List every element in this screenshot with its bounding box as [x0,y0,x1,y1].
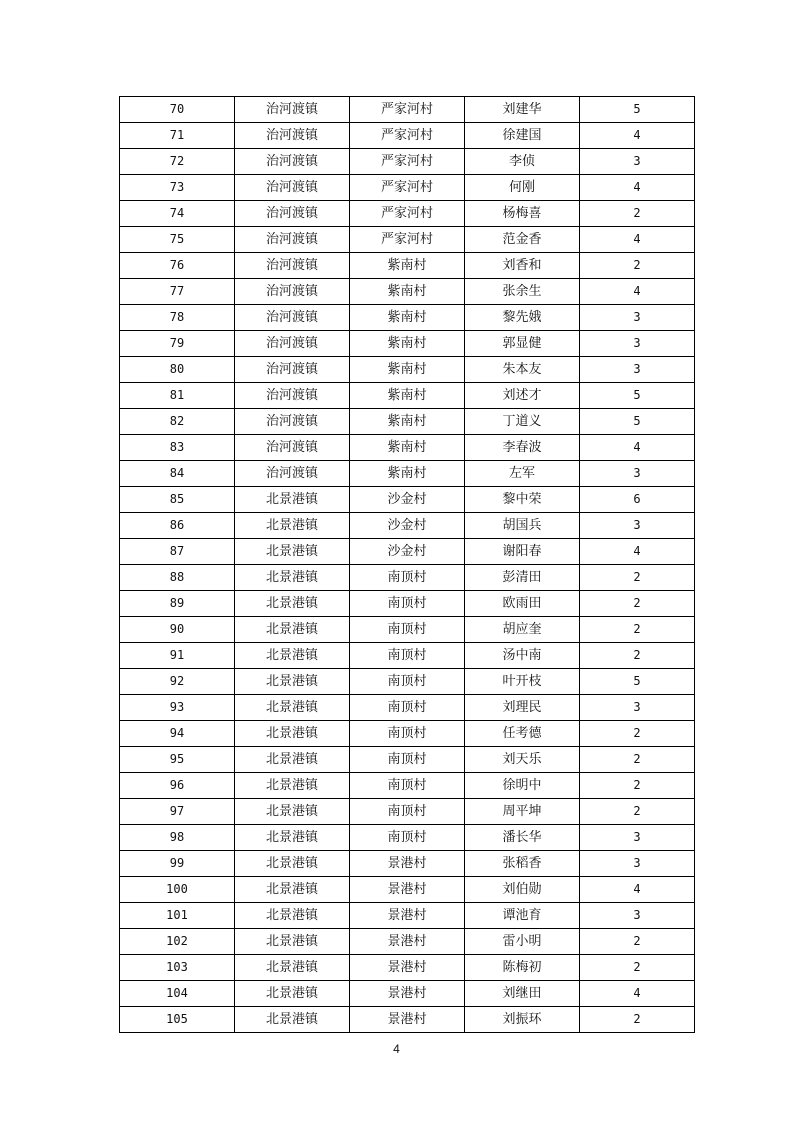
page-number: 4 [393,1042,400,1056]
table-row [120,981,695,1007]
village-cell: 严家河村 [350,123,465,149]
table-row [120,955,695,981]
name-cell: 丁道义 [465,409,580,435]
table-row [120,617,695,643]
count-cell: 2 [580,955,695,981]
count-cell: 5 [580,97,695,123]
table-row [120,721,695,747]
row-number-cell: 72 [120,149,235,175]
row-number-cell: 101 [120,903,235,929]
town-cell: 北景港镇 [235,825,350,851]
count-cell: 2 [580,253,695,279]
count-cell: 4 [580,279,695,305]
town-cell: 北景港镇 [235,487,350,513]
name-cell: 汤中南 [465,643,580,669]
count-cell: 5 [580,409,695,435]
village-cell: 紫南村 [350,331,465,357]
name-cell: 徐明中 [465,773,580,799]
table-row [120,825,695,851]
table-row [120,591,695,617]
town-cell: 治河渡镇 [235,435,350,461]
village-cell: 景港村 [350,981,465,1007]
village-cell: 沙金村 [350,513,465,539]
name-cell: 胡应奎 [465,617,580,643]
town-cell: 北景港镇 [235,747,350,773]
village-cell: 景港村 [350,929,465,955]
row-number-cell: 80 [120,357,235,383]
village-cell: 紫南村 [350,461,465,487]
count-cell: 3 [580,331,695,357]
village-cell: 景港村 [350,955,465,981]
name-cell: 欧雨田 [465,591,580,617]
table-row [120,513,695,539]
name-cell: 何刚 [465,175,580,201]
village-cell: 南顶村 [350,825,465,851]
village-cell: 南顶村 [350,643,465,669]
name-cell: 刘振环 [465,1007,580,1033]
town-cell: 北景港镇 [235,1007,350,1033]
village-cell: 严家河村 [350,201,465,227]
row-number-cell: 77 [120,279,235,305]
row-number-cell: 92 [120,669,235,695]
row-number-cell: 95 [120,747,235,773]
table-row [120,643,695,669]
village-cell: 紫南村 [350,279,465,305]
count-cell: 4 [580,981,695,1007]
town-cell: 治河渡镇 [235,175,350,201]
village-cell: 南顶村 [350,799,465,825]
town-cell: 治河渡镇 [235,227,350,253]
village-cell: 紫南村 [350,357,465,383]
name-cell: 周平坤 [465,799,580,825]
name-cell: 彭清田 [465,565,580,591]
village-cell: 南顶村 [350,669,465,695]
table-row [120,1007,695,1033]
name-cell: 刘伯勋 [465,877,580,903]
town-cell: 治河渡镇 [235,149,350,175]
row-number-cell: 76 [120,253,235,279]
count-cell: 2 [580,773,695,799]
village-cell: 南顶村 [350,695,465,721]
name-cell: 李春波 [465,435,580,461]
table-row [120,773,695,799]
row-number-cell: 73 [120,175,235,201]
count-cell: 3 [580,461,695,487]
table-row [120,695,695,721]
village-cell: 严家河村 [350,175,465,201]
count-cell: 3 [580,903,695,929]
data-table [119,96,695,1033]
town-cell: 北景港镇 [235,721,350,747]
name-cell: 雷小明 [465,929,580,955]
row-number-cell: 97 [120,799,235,825]
town-cell: 北景港镇 [235,877,350,903]
town-cell: 治河渡镇 [235,357,350,383]
count-cell: 4 [580,539,695,565]
village-cell: 沙金村 [350,487,465,513]
table-row [120,97,695,123]
row-number-cell: 103 [120,955,235,981]
row-number-cell: 82 [120,409,235,435]
row-number-cell: 96 [120,773,235,799]
name-cell: 刘建华 [465,97,580,123]
town-cell: 治河渡镇 [235,253,350,279]
table-row [120,149,695,175]
row-number-cell: 89 [120,591,235,617]
name-cell: 左军 [465,461,580,487]
row-number-cell: 100 [120,877,235,903]
town-cell: 北景港镇 [235,643,350,669]
town-cell: 北景港镇 [235,799,350,825]
count-cell: 3 [580,357,695,383]
village-cell: 严家河村 [350,227,465,253]
row-number-cell: 86 [120,513,235,539]
village-cell: 紫南村 [350,253,465,279]
count-cell: 4 [580,227,695,253]
row-number-cell: 87 [120,539,235,565]
row-number-cell: 74 [120,201,235,227]
table-row [120,435,695,461]
name-cell: 朱本友 [465,357,580,383]
table-row [120,201,695,227]
town-cell: 治河渡镇 [235,305,350,331]
village-cell: 南顶村 [350,617,465,643]
count-cell: 3 [580,513,695,539]
count-cell: 2 [580,201,695,227]
row-number-cell: 88 [120,565,235,591]
name-cell: 任考德 [465,721,580,747]
table-row [120,747,695,773]
town-cell: 北景港镇 [235,591,350,617]
row-number-cell: 71 [120,123,235,149]
table-row [120,851,695,877]
row-number-cell: 94 [120,721,235,747]
name-cell: 潘长华 [465,825,580,851]
town-cell: 北景港镇 [235,513,350,539]
table-row [120,487,695,513]
village-cell: 紫南村 [350,409,465,435]
count-cell: 4 [580,877,695,903]
count-cell: 4 [580,435,695,461]
town-cell: 治河渡镇 [235,331,350,357]
table-row [120,409,695,435]
count-cell: 5 [580,383,695,409]
village-cell: 南顶村 [350,591,465,617]
name-cell: 郭显健 [465,331,580,357]
town-cell: 北景港镇 [235,955,350,981]
town-cell: 北景港镇 [235,851,350,877]
count-cell: 2 [580,565,695,591]
count-cell: 2 [580,1007,695,1033]
name-cell: 刘理民 [465,695,580,721]
table-row [120,383,695,409]
name-cell: 黎中荣 [465,487,580,513]
table-row [120,253,695,279]
table-row [120,461,695,487]
table-row [120,565,695,591]
table-row [120,877,695,903]
name-cell: 李侦 [465,149,580,175]
row-number-cell: 83 [120,435,235,461]
row-number-cell: 91 [120,643,235,669]
town-cell: 治河渡镇 [235,97,350,123]
count-cell: 5 [580,669,695,695]
town-cell: 北景港镇 [235,695,350,721]
name-cell: 刘天乐 [465,747,580,773]
table-row [120,669,695,695]
name-cell: 张稻香 [465,851,580,877]
row-number-cell: 105 [120,1007,235,1033]
count-cell: 3 [580,149,695,175]
count-cell: 3 [580,851,695,877]
village-cell: 严家河村 [350,97,465,123]
row-number-cell: 70 [120,97,235,123]
village-cell: 南顶村 [350,773,465,799]
count-cell: 6 [580,487,695,513]
village-cell: 紫南村 [350,305,465,331]
town-cell: 北景港镇 [235,617,350,643]
name-cell: 谢阳春 [465,539,580,565]
town-cell: 治河渡镇 [235,461,350,487]
count-cell: 2 [580,591,695,617]
village-cell: 南顶村 [350,565,465,591]
row-number-cell: 85 [120,487,235,513]
village-cell: 景港村 [350,1007,465,1033]
count-cell: 2 [580,721,695,747]
name-cell: 杨梅喜 [465,201,580,227]
town-cell: 治河渡镇 [235,383,350,409]
table-row [120,305,695,331]
count-cell: 2 [580,747,695,773]
town-cell: 治河渡镇 [235,123,350,149]
name-cell: 刘述才 [465,383,580,409]
row-number-cell: 90 [120,617,235,643]
count-cell: 3 [580,695,695,721]
table-row [120,357,695,383]
village-cell: 严家河村 [350,149,465,175]
table-row [120,539,695,565]
count-cell: 4 [580,123,695,149]
town-cell: 北景港镇 [235,565,350,591]
count-cell: 2 [580,617,695,643]
village-cell: 南顶村 [350,747,465,773]
village-cell: 南顶村 [350,721,465,747]
row-number-cell: 98 [120,825,235,851]
town-cell: 治河渡镇 [235,409,350,435]
table-row [120,279,695,305]
town-cell: 北景港镇 [235,669,350,695]
name-cell: 徐建国 [465,123,580,149]
row-number-cell: 104 [120,981,235,1007]
row-number-cell: 93 [120,695,235,721]
row-number-cell: 81 [120,383,235,409]
name-cell: 陈梅初 [465,955,580,981]
table-row [120,227,695,253]
name-cell: 叶开枝 [465,669,580,695]
table-row [120,799,695,825]
table-row [120,175,695,201]
table-row [120,903,695,929]
name-cell: 刘继田 [465,981,580,1007]
count-cell: 3 [580,305,695,331]
row-number-cell: 84 [120,461,235,487]
count-cell: 3 [580,825,695,851]
count-cell: 2 [580,643,695,669]
town-cell: 北景港镇 [235,981,350,1007]
table-body [120,97,695,1033]
name-cell: 胡国兵 [465,513,580,539]
row-number-cell: 99 [120,851,235,877]
row-number-cell: 79 [120,331,235,357]
row-number-cell: 102 [120,929,235,955]
table-row [120,123,695,149]
village-cell: 景港村 [350,903,465,929]
row-number-cell: 75 [120,227,235,253]
village-cell: 沙金村 [350,539,465,565]
table-row [120,929,695,955]
name-cell: 黎先娥 [465,305,580,331]
name-cell: 范金香 [465,227,580,253]
town-cell: 北景港镇 [235,929,350,955]
village-cell: 景港村 [350,851,465,877]
village-cell: 景港村 [350,877,465,903]
count-cell: 2 [580,929,695,955]
town-cell: 北景港镇 [235,903,350,929]
town-cell: 治河渡镇 [235,279,350,305]
name-cell: 张余生 [465,279,580,305]
village-cell: 紫南村 [350,435,465,461]
town-cell: 治河渡镇 [235,201,350,227]
town-cell: 北景港镇 [235,539,350,565]
count-cell: 4 [580,175,695,201]
name-cell: 刘香和 [465,253,580,279]
name-cell: 谭池育 [465,903,580,929]
count-cell: 2 [580,799,695,825]
village-cell: 紫南村 [350,383,465,409]
town-cell: 北景港镇 [235,773,350,799]
table-row [120,331,695,357]
row-number-cell: 78 [120,305,235,331]
